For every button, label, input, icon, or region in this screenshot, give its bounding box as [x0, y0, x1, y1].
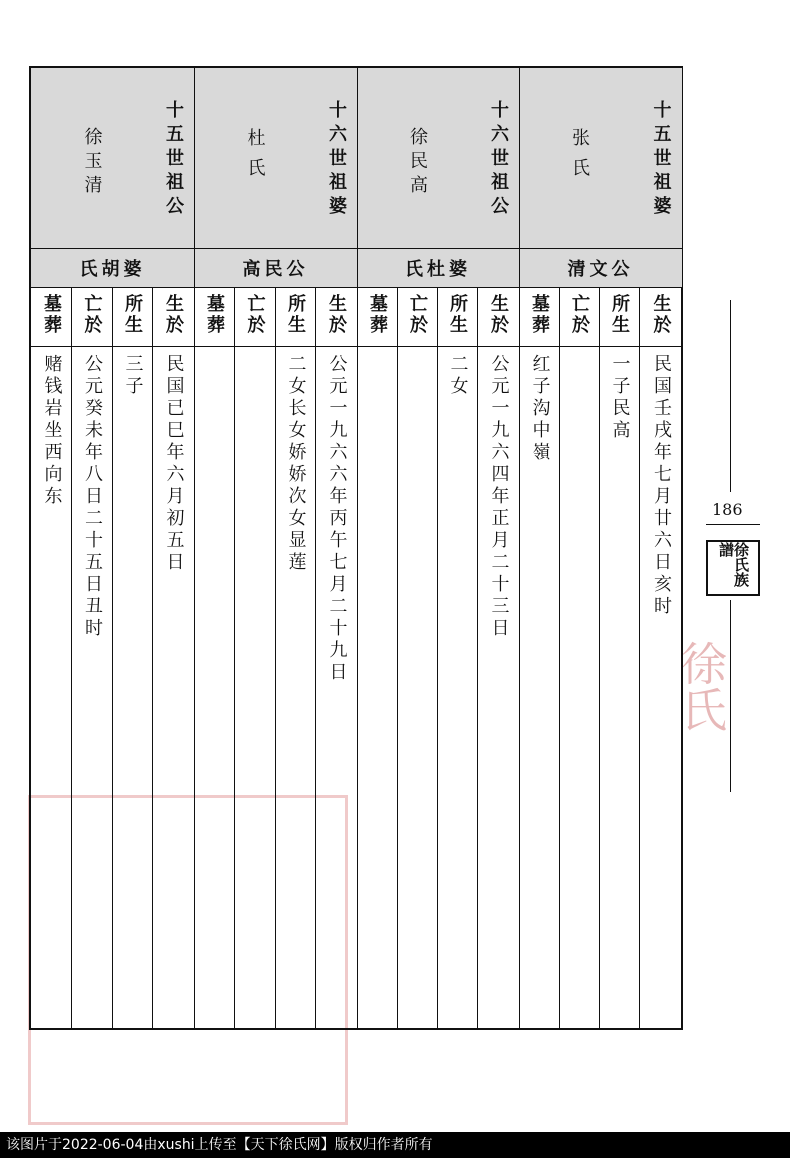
panel-1 [519, 68, 683, 1028]
panel-3-burial-label: 墓葬 [204, 294, 225, 336]
panel-1-children-col [599, 288, 640, 1028]
panel-4-spouse: 氏胡婆 [31, 248, 194, 288]
panel-4-children: 三子 [122, 354, 144, 398]
panel-1-death-col [559, 288, 600, 1028]
panel-4 [31, 68, 195, 1028]
panel-1-children-label: 所生 [609, 294, 630, 336]
panel-2-birth-label: 生於 [488, 294, 509, 336]
margin-rule-bottom [730, 600, 731, 792]
panel-2-death-label: 亡於 [407, 294, 428, 336]
margin-rule-top [730, 300, 731, 492]
panel-2-children: 二女 [447, 354, 469, 398]
panel-4-birth: 民国已巳年六月初五日 [163, 354, 185, 574]
panel-3 [194, 68, 358, 1028]
page-number: 186 [712, 500, 743, 519]
panel-3-birth: 公元一九六六年丙午七月二十九日 [326, 354, 348, 684]
panel-3-children-label: 所生 [285, 294, 306, 336]
panel-3-birth-label: 生於 [326, 294, 347, 336]
panel-1-death-label: 亡於 [569, 294, 590, 336]
panel-1-burial: 红子沟中嶺 [529, 354, 551, 464]
page-number-underline [706, 524, 760, 525]
panel-4-generation: 十五世祖公 [163, 100, 184, 220]
panel-2-children-label: 所生 [447, 294, 468, 336]
panel-1-burial-label: 墓葬 [529, 294, 550, 336]
panel-1-name: 张氏 [569, 128, 590, 188]
panel-4-birth-label: 生於 [163, 294, 184, 336]
panel-1-birth-col [639, 288, 682, 1028]
panel-4-burial-label: 墓葬 [41, 294, 62, 336]
panel-4-name: 徐玉清 [81, 127, 103, 199]
panel-3-children: 二女长女娇娇次女显莲 [285, 354, 307, 574]
panel-1-spouse: 清文公 [519, 248, 682, 288]
panel-3-death-label: 亡於 [244, 294, 266, 336]
genealogy-seal: 徐氏族譜 [706, 540, 760, 596]
panel-2-name: 徐民高 [407, 127, 428, 199]
panel-2-generation: 十六世祖公 [488, 100, 509, 220]
panel-1-birth: 民国壬戌年七月廿六日亥时 [650, 354, 672, 618]
genealogy-table [29, 66, 683, 1030]
panel-4-death-label: 亡於 [81, 294, 103, 336]
upload-footer: 该图片于2022-06-04由xushi上传至【天下徐氏网】版权归作者所有 [0, 1132, 790, 1158]
watermark-side-text: 徐氏 [674, 640, 728, 732]
panel-2-birth: 公元一九六四年正月二十三日 [488, 354, 510, 640]
panel-1-generation: 十五世祖婆 [650, 100, 672, 220]
panel-2 [357, 68, 520, 1028]
panel-3-name: 杜氏 [244, 128, 266, 188]
panel-1-burial-col [519, 288, 560, 1028]
panel-3-spouse: 高民公 [194, 248, 357, 288]
panel-2-burial-label: 墓葬 [367, 294, 388, 336]
panel-4-children-label: 所生 [122, 294, 143, 336]
panel-1-birth-label: 生於 [650, 294, 672, 336]
panel-2-spouse: 氏杜婆 [357, 248, 519, 288]
panel-4-burial: 赌钱岩坐西向东 [41, 354, 63, 508]
panel-4-death: 公元癸未年八日二十五日丑时 [81, 354, 103, 640]
panel-1-children: 一子民高 [609, 354, 631, 442]
panel-3-generation: 十六世祖婆 [326, 100, 347, 220]
